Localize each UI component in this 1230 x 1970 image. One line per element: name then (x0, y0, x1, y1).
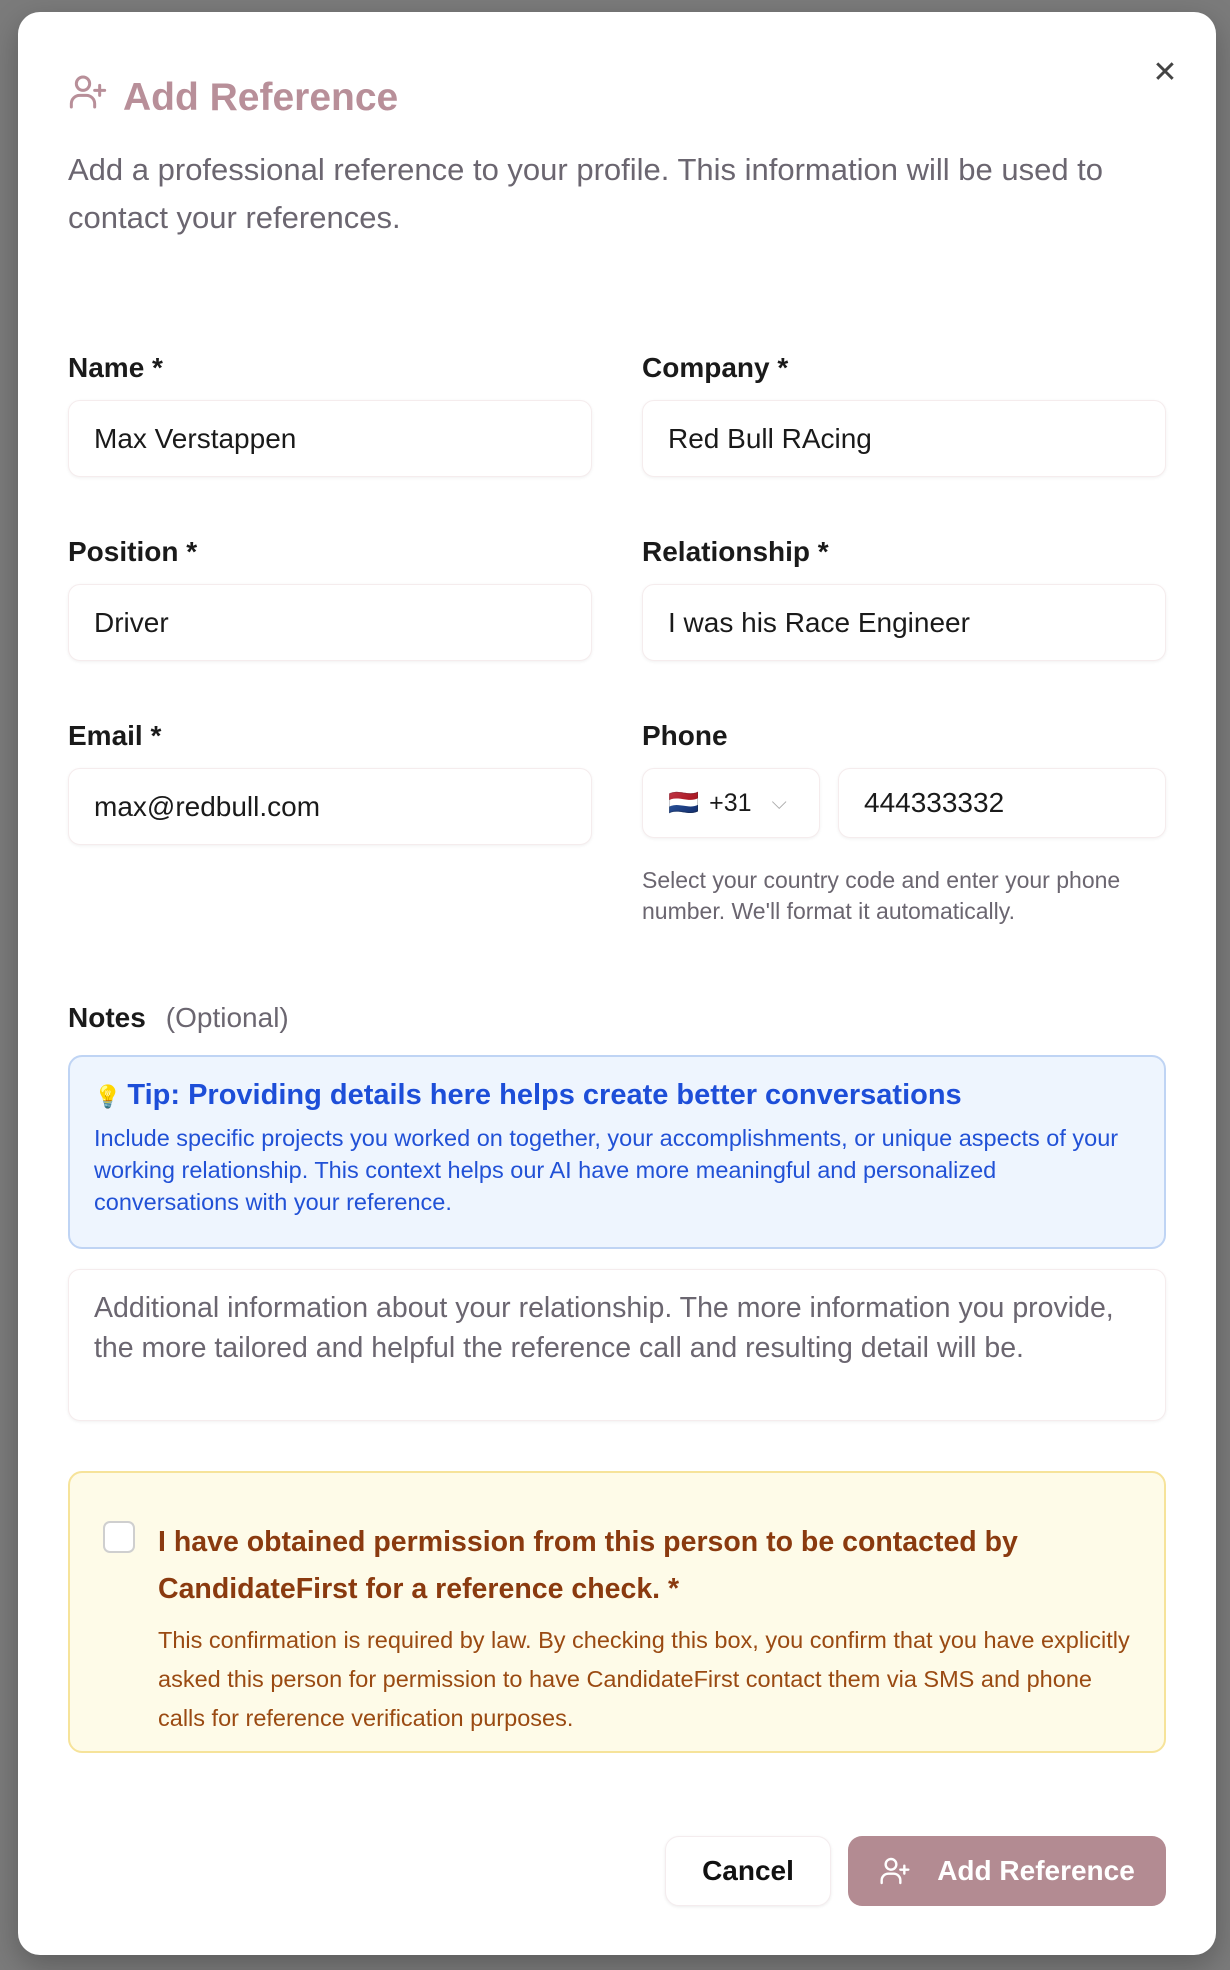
notes-label: Notes (Optional) (68, 1002, 289, 1033)
consent-box (68, 1471, 1166, 1753)
name-label: Name * (68, 352, 163, 383)
phone-input[interactable]: 444333332 (838, 768, 1166, 838)
company-label: Company * (642, 352, 789, 383)
position-input[interactable]: Driver (68, 584, 592, 661)
tip-title: Tip: Providing details here helps create better conversations (127, 1079, 962, 1111)
notes-textarea[interactable]: Additional information about your relationship. The more information you provide, the more tailored and helpful the reference call and resulting detail will be. (68, 1269, 1166, 1421)
add-reference-dialog (18, 12, 1216, 1955)
add-reference-button[interactable] (848, 1836, 1166, 1906)
tip-body: Include specific projects you worked on together, your accomplishments, or unique aspects of your working relationship. This context helps our AI have more meaningful and personalized conversations with your reference. (94, 1125, 1119, 1215)
position-label: Position * (68, 536, 198, 567)
country-code-value: +31 (709, 788, 752, 817)
phone-help-text: Select your country code and enter your phone number. We'll format it automatically. (642, 867, 1121, 924)
close-button[interactable] (1148, 56, 1182, 90)
consent-title: I have obtained permission from this person to be contacted by CandidateFirst for a reference check. * (158, 1526, 1018, 1605)
cancel-button[interactable]: Cancel (665, 1836, 831, 1906)
dialog-title: Add Reference (123, 76, 399, 119)
netherlands-flag-icon: 🇳🇱 (668, 788, 700, 817)
user-plus-icon (879, 1855, 911, 1887)
add-reference-label: Add Reference (937, 1855, 1135, 1886)
user-plus-icon (68, 72, 108, 112)
country-code-select[interactable] (642, 768, 820, 838)
optional-hint: (Optional) (165, 1002, 289, 1033)
consent-body: This confirmation is required by law. By checking this box, you confirm that you have explicitly asked this person for permission to have CandidateFirst contact them via SMS and phone calls for reference verification purposes. (158, 1627, 1130, 1731)
company-input[interactable]: Red Bull RAcing (642, 400, 1166, 477)
email-label: Email * (68, 720, 162, 751)
relationship-input[interactable]: I was his Race Engineer (642, 584, 1166, 661)
phone-label: Phone (642, 720, 728, 751)
name-input[interactable]: Max Verstappen (68, 400, 592, 477)
lightbulb-icon: 💡 (94, 1084, 122, 1109)
notes-tip (68, 1055, 1166, 1249)
relationship-label: Relationship * (642, 536, 829, 567)
email-input[interactable]: max@redbull.com (68, 768, 592, 845)
x-icon: ✕ (1152, 56, 1178, 89)
dialog-description: Add a professional reference to your profile. This information will be used to contact your references. (68, 152, 1104, 235)
chevron-down-icon: ⌵ (771, 791, 787, 814)
consent-checkbox[interactable] (103, 1521, 135, 1553)
